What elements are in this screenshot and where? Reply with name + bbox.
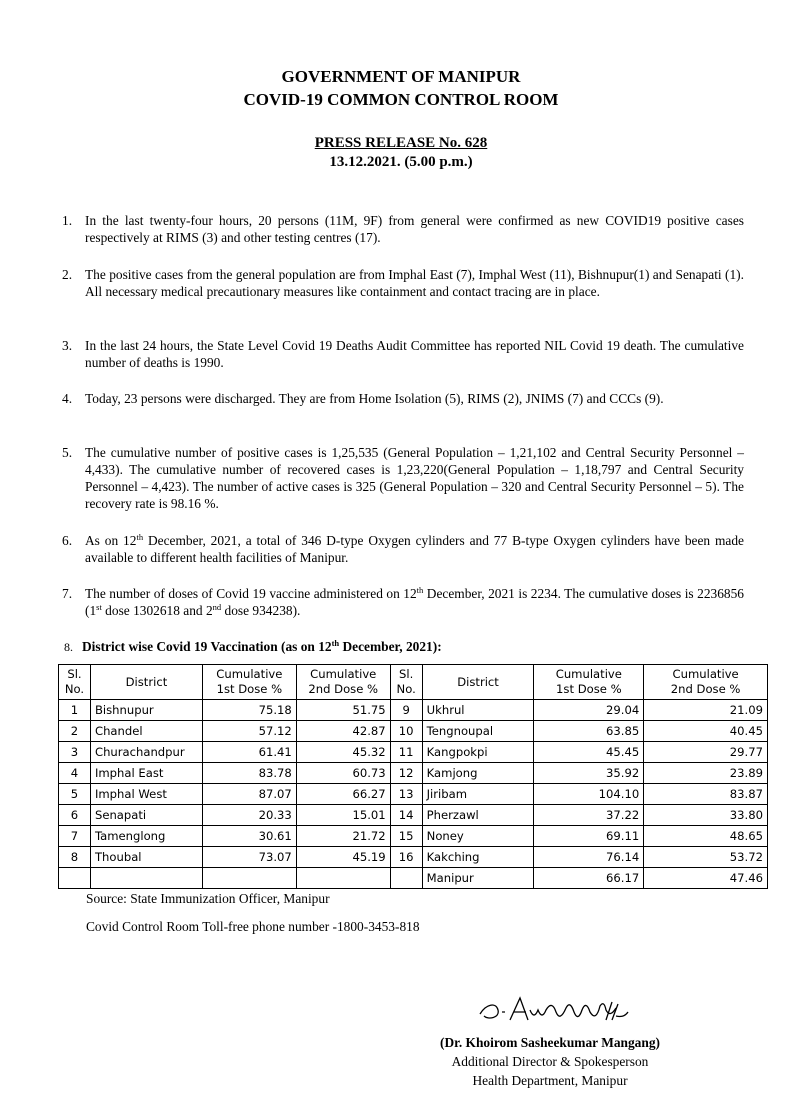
row-first-dose: 30.61 — [202, 826, 296, 847]
item-7 — [62, 585, 744, 619]
item-number: 6. — [62, 533, 73, 548]
press-release-label: PRESS RELEASE No. 628 — [314, 135, 488, 151]
item-text: In the last 24 hours, the State Level Covid 19 Deaths Audit Committee has reported NIL Covid 19 death. The cumulative number of deaths is 1990. — [85, 338, 744, 370]
row-sl-no: 1 — [59, 700, 91, 721]
header-second-dose: Cumulative 2nd Dose % — [644, 665, 768, 700]
row-first-dose: 29.04 — [534, 700, 644, 721]
signatory-name: (Dr. Khoirom Sasheekumar Mangang) — [440, 1035, 660, 1050]
row-second-dose — [296, 868, 390, 889]
row-first-dose: 57.12 — [202, 721, 296, 742]
row-second-dose: 33.80 — [644, 805, 768, 826]
row-first-dose: 63.85 — [534, 721, 644, 742]
row-first-dose: 66.17 — [534, 868, 644, 889]
row-first-dose: 37.22 — [534, 805, 644, 826]
table-row — [59, 721, 768, 742]
row-sl-no: 12 — [390, 763, 422, 784]
row-district: Bishnupur — [90, 700, 202, 721]
section-title: District wise Covid 19 Vaccination (as on 12th December, 2021): — [82, 638, 442, 654]
header-sl-no: Sl. No. — [59, 665, 91, 700]
row-second-dose: 29.77 — [644, 742, 768, 763]
tollfree-note: Covid Control Room Toll-free phone number -1800-3453-818 — [86, 919, 420, 934]
row-district: Thoubal — [90, 847, 202, 868]
row-sl-no: 2 — [59, 721, 91, 742]
row-second-dose: 21.72 — [296, 826, 390, 847]
header-second-dose: Cumulative 2nd Dose % — [296, 665, 390, 700]
table-row — [59, 826, 768, 847]
row-district: Noney — [422, 826, 534, 847]
row-sl-no: 7 — [59, 826, 91, 847]
row-second-dose: 48.65 — [644, 826, 768, 847]
item-2 — [62, 266, 744, 300]
item-number: 7. — [62, 586, 73, 601]
header-first-dose: Cumulative 1st Dose % — [534, 665, 644, 700]
row-sl-no: 8 — [59, 847, 91, 868]
section-8-heading — [64, 638, 442, 656]
row-second-dose: 45.19 — [296, 847, 390, 868]
item-text: The number of doses of Covid 19 vaccine administered on 12th December, 2021 is 2234. The cumulative doses is 2236856 (1st dose 1302618 and 2nd dose 934238). — [85, 585, 744, 618]
item-4 — [62, 390, 744, 407]
row-sl-no: 13 — [390, 784, 422, 805]
row-first-dose: 69.11 — [534, 826, 644, 847]
row-district: Pherzawl — [422, 805, 534, 826]
row-second-dose: 21.09 — [644, 700, 768, 721]
row-second-dose: 53.72 — [644, 847, 768, 868]
row-sl-no: 3 — [59, 742, 91, 763]
row-district: Kakching — [422, 847, 534, 868]
item-text: Today, 23 persons were discharged. They are from Home Isolation (5), RIMS (2), JNIMS (7) and CCCs (9). — [85, 391, 664, 406]
row-district: Jiribam — [422, 784, 534, 805]
item-number: 5. — [62, 445, 73, 460]
table-row — [59, 763, 768, 784]
press-release-number — [0, 134, 802, 153]
row-district: Chandel — [90, 721, 202, 742]
header-district: District — [90, 665, 202, 700]
signatory-department: Health Department, Manipur — [472, 1073, 628, 1088]
row-first-dose: 87.07 — [202, 784, 296, 805]
item-1 — [62, 212, 744, 246]
row-sl-no — [390, 868, 422, 889]
header-sl-no: Sl. No. — [390, 665, 422, 700]
row-sl-no: 15 — [390, 826, 422, 847]
row-first-dose: 83.78 — [202, 763, 296, 784]
row-second-dose: 83.87 — [644, 784, 768, 805]
signatory-title: Additional Director & Spokesperson — [451, 1054, 649, 1069]
press-release-date: 13.12.2021. (5.00 p.m.) — [329, 154, 473, 170]
section-number: 8. — [64, 640, 73, 654]
row-sl-no: 14 — [390, 805, 422, 826]
row-sl-no: 9 — [390, 700, 422, 721]
row-first-dose: 61.41 — [202, 742, 296, 763]
row-sl-no: 4 — [59, 763, 91, 784]
row-sl-no: 10 — [390, 721, 422, 742]
row-second-dose: 45.32 — [296, 742, 390, 763]
row-sl-no: 6 — [59, 805, 91, 826]
row-first-dose: 35.92 — [534, 763, 644, 784]
item-number: 4. — [62, 391, 73, 406]
row-district: Ukhrul — [422, 700, 534, 721]
header-government: GOVERNMENT OF MANIPUR — [281, 67, 521, 86]
row-second-dose: 60.73 — [296, 763, 390, 784]
row-district: Manipur — [422, 868, 534, 889]
row-first-dose: 75.18 — [202, 700, 296, 721]
header-first-dose: Cumulative 1st Dose % — [202, 665, 296, 700]
row-district: Imphal East — [90, 763, 202, 784]
table-row — [59, 847, 768, 868]
row-first-dose: 20.33 — [202, 805, 296, 826]
table-row — [59, 700, 768, 721]
row-second-dose: 23.89 — [644, 763, 768, 784]
row-sl-no — [59, 868, 91, 889]
item-5 — [62, 444, 744, 512]
row-second-dose: 42.87 — [296, 721, 390, 742]
item-text: In the last twenty-four hours, 20 persons (11M, 9F) from general were confirmed as new COVID19 positive cases respectively at RIMS (3) and other testing centres (17). — [85, 213, 744, 245]
row-first-dose: 76.14 — [534, 847, 644, 868]
table-row — [59, 805, 768, 826]
row-second-dose: 47.46 — [644, 868, 768, 889]
table-row — [59, 742, 768, 763]
row-sl-no: 11 — [390, 742, 422, 763]
item-text: The positive cases from the general population are from Imphal East (7), Imphal West (11), Bishnupur(1) and Senapati (1). All necessary medical precautionary measures like containment and contact tracing are in place. — [85, 267, 744, 299]
row-district: Kangpokpi — [422, 742, 534, 763]
row-district: Imphal West — [90, 784, 202, 805]
item-number: 3. — [62, 338, 73, 353]
row-first-dose — [202, 868, 296, 889]
row-district: Kamjong — [422, 763, 534, 784]
row-district: Senapati — [90, 805, 202, 826]
row-first-dose: 45.45 — [534, 742, 644, 763]
row-district — [90, 868, 202, 889]
row-first-dose: 104.10 — [534, 784, 644, 805]
item-number: 1. — [62, 213, 73, 228]
signature-image — [476, 990, 636, 1030]
item-3 — [62, 337, 744, 371]
table-header-row — [59, 665, 768, 700]
row-sl-no: 5 — [59, 784, 91, 805]
header-control-room: COVID-19 COMMON CONTROL ROOM — [243, 90, 559, 109]
row-district: Churachandpur — [90, 742, 202, 763]
item-number: 2. — [62, 267, 73, 282]
source-note: Source: State Immunization Officer, Manipur — [86, 891, 330, 906]
table-row — [59, 868, 768, 889]
row-second-dose: 51.75 — [296, 700, 390, 721]
row-second-dose: 66.27 — [296, 784, 390, 805]
item-6 — [62, 532, 744, 566]
row-district: Tamenglong — [90, 826, 202, 847]
row-first-dose: 73.07 — [202, 847, 296, 868]
vaccination-table — [58, 664, 768, 889]
table-row — [59, 784, 768, 805]
header-district: District — [422, 665, 534, 700]
item-text: As on 12th December, 2021, a total of 346 D-type Oxygen cylinders and 77 B-type Oxygen cylinders have been made available to different health facilities of Manipur. — [85, 532, 745, 565]
row-district: Tengnoupal — [422, 721, 534, 742]
item-text: The cumulative number of positive cases is 1,25,535 (General Population – 1,21,102 and Central Security Personnel – 4,433). The cumulative number of recovered cases is 1,23,220(General Population – 1,18,797 and Central Security Personnel – 4,423). The number of active cases is 325 (General Population – 320 and Central Security Personnel – 5). The recovery rate is 98.16 %. — [85, 445, 744, 511]
row-sl-no: 16 — [390, 847, 422, 868]
row-second-dose: 40.45 — [644, 721, 768, 742]
row-second-dose: 15.01 — [296, 805, 390, 826]
